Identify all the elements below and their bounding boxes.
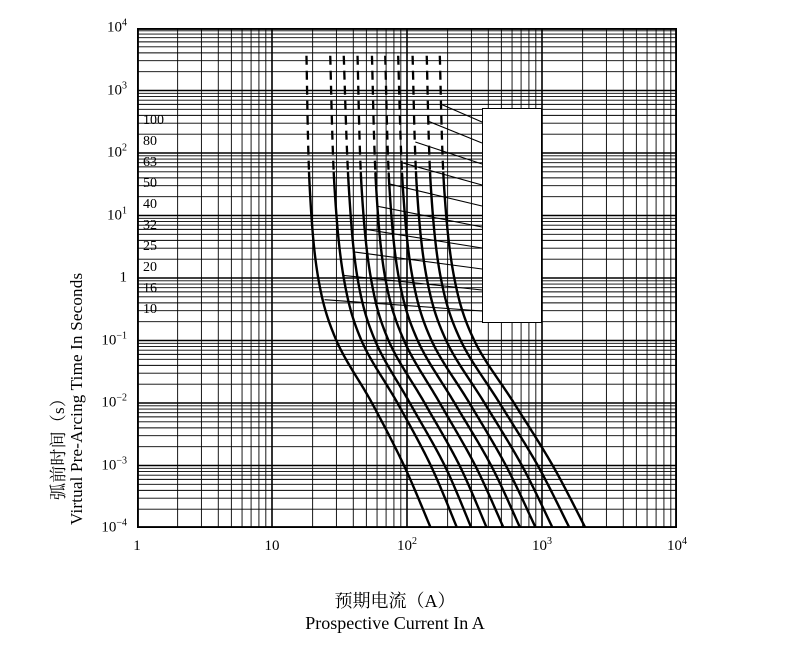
y-tick-label: $10^{-2}$ <box>101 392 127 411</box>
y-axis-title-cn: 弧前时间（s） <box>49 389 68 500</box>
legend-item-100: 100 <box>143 113 164 128</box>
grid-lines <box>137 28 677 528</box>
legend-item-40: 40 <box>143 197 157 212</box>
y-tick-label: $10^{-4}$ <box>101 517 127 536</box>
curve-63-dashed <box>413 56 416 172</box>
plot-area <box>101 17 687 554</box>
curve-25-dashed <box>358 56 361 173</box>
legend-item-50: 50 <box>143 176 157 191</box>
legend-item-16: 16 <box>143 281 157 296</box>
y-axis-title-en: Virtual Pre-Arcing Time In Seconds <box>67 272 86 525</box>
y-tick-label: $10^{-3}$ <box>101 455 127 473</box>
curve-20-dashed <box>344 56 348 173</box>
x-axis-title-en: Prospective Current In A <box>305 613 485 633</box>
y-tick-label: $10^2$ <box>107 142 127 161</box>
x-tick-label: $10^3$ <box>532 536 552 554</box>
y-tick-label: $10^4$ <box>107 17 127 36</box>
legend-item-80: 80 <box>143 134 157 149</box>
x-tick-label: 10 <box>264 538 280 554</box>
legend-box <box>482 108 542 323</box>
x-tick-label: $10^2$ <box>397 536 417 554</box>
curve-16-dashed <box>330 56 334 173</box>
x-tick-label: 1 <box>133 538 141 554</box>
y-axis-title-group <box>14 0 86 545</box>
x-tick-label: $10^4$ <box>667 536 687 554</box>
legend-item-10: 10 <box>143 302 157 317</box>
curve-80-dashed <box>427 56 430 173</box>
legend-item-63: 63 <box>143 155 157 170</box>
legend-item-25: 25 <box>143 239 157 254</box>
legend-item-32: 32 <box>143 218 157 233</box>
y-tick-label: $10^3$ <box>107 80 127 98</box>
y-tick-label: $10^{-1}$ <box>101 330 127 348</box>
y-tick-label: $10^1$ <box>107 205 127 223</box>
x-axis-title-cn: 预期电流（A） <box>334 591 456 611</box>
y-tick-label: 1 <box>119 269 127 286</box>
plot-svg <box>137 28 677 528</box>
legend-item-20: 20 <box>143 260 157 275</box>
curve-100-dashed <box>440 56 443 173</box>
curve-10-dashed <box>306 56 309 173</box>
